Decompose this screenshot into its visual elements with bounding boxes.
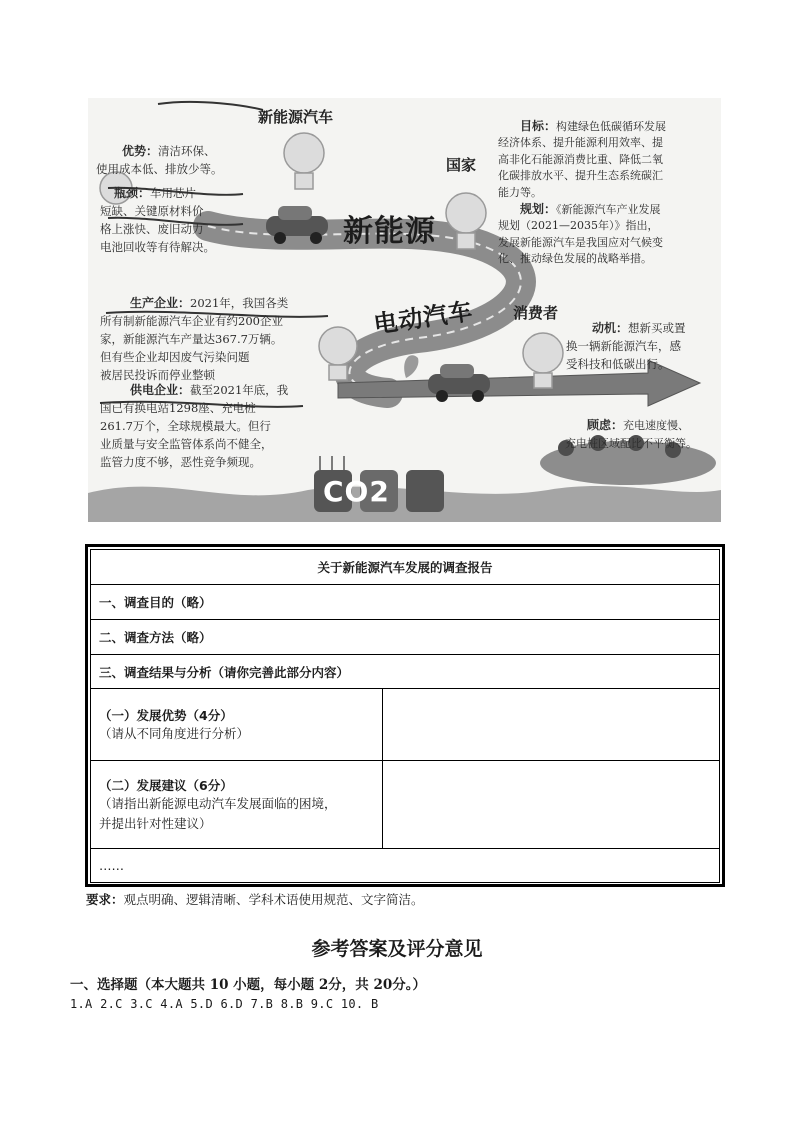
concern-text: 充电速度慢、 充电桩区域配比不平衡等。 xyxy=(565,419,697,450)
survey-report-table xyxy=(85,544,725,887)
producer-text: 2021年，我国各类 所有制新能源汽车企业有约200企业 家，新能源汽车产量达367.7万辆。 但有些企业却因废气污染问题 被居民投诉而停业整顿 xyxy=(100,296,289,382)
advantage-text: 清洁环保、 使用成本低、排放少等。 xyxy=(96,144,223,176)
supplier-block xyxy=(100,363,330,471)
motive-block xyxy=(566,301,721,373)
consumer-heading: 消费者 xyxy=(513,304,559,322)
plan-block xyxy=(498,184,721,268)
producer-label: 生产企业： xyxy=(130,296,191,310)
supplier-label: 供电企业： xyxy=(130,383,191,397)
suggestion-prompt-title: （二）发展建议（6分） xyxy=(99,777,233,793)
plan-label: 规划： xyxy=(520,201,557,216)
advantage-prompt-title: （一）发展优势（4分） xyxy=(99,707,233,723)
suggestion-prompt-cell xyxy=(91,761,383,849)
suggestion-answer-cell[interactable] xyxy=(383,761,720,849)
plan-text: 《新能源汽车产业发展 规划（2021—2035年）》指出， 发展新能源汽车是我国应对气候变 化、推动绿色发展的战略举措。 xyxy=(498,202,663,265)
suggestion-prompt-hint-1: （请指出新能源电动汽车发展面临的困境， xyxy=(99,795,337,811)
row-method: 二、调查方法（略） xyxy=(91,620,720,655)
concern-label: 顾虑： xyxy=(587,418,624,432)
requirement-note xyxy=(86,890,424,908)
motive-label: 动机： xyxy=(592,321,629,335)
co2-lettering: CO2 xyxy=(323,475,390,508)
answers-heading: 参考答案及评分意见 xyxy=(311,938,483,960)
new-energy-vehicle-infographic xyxy=(88,98,721,522)
advantage-prompt-hint: （请从不同角度进行分析） xyxy=(99,725,250,741)
banner-title-ev: 电动汽车 xyxy=(371,297,475,339)
bottleneck-text: 车用芯片 短缺、关键原材料价 格上涨快、废旧动力 电池回收等有待解决。 xyxy=(100,186,215,254)
requirement-label: 要求： xyxy=(86,892,124,907)
choice-section-title: 一、选择题（本大题共 10 小题，每小题 2分，共 20分。） xyxy=(70,977,427,993)
suggestion-prompt-hint-2: 并提出针对性建议） xyxy=(99,815,212,831)
topic-heading: 新能源汽车 xyxy=(258,108,334,126)
row-results: 三、调查结果与分析（请你完善此部分内容） xyxy=(91,655,720,689)
goal-text: 构建绿色低碳循环发展 经济体系、提升能源利用效率、提 高非化石能源消费比重、降低二氧 化碳排放水平、提升生态系统碳汇 能力等。 xyxy=(498,119,667,199)
choice-answers: 1.A 2.C 3.C 4.A 5.D 6.D 7.B 8.B 9.C 10. B xyxy=(70,997,379,1011)
bottleneck-label: 瓶颈： xyxy=(114,186,151,200)
country-heading: 国家 xyxy=(446,156,477,174)
bottleneck-block xyxy=(100,166,260,256)
supplier-text: 截至2021年底，我 国已有换电站1298座、充电桩 261.7万个，全球规模最大。但行 业质量与安全监管体系尚不健全， 监管力度不够，恶性竞争频现。 xyxy=(100,383,289,469)
advantage-prompt-cell xyxy=(91,689,383,761)
motive-text: 想新买或置 换一辆新能源汽车，感 受科技和低碳出行。 xyxy=(566,321,686,371)
concern-block xyxy=(565,398,721,453)
requirement-text: 观点明确、逻辑清晰、学科术语使用规范、文字简洁。 xyxy=(123,892,424,907)
report-title: 关于新能源汽车发展的调查报告 xyxy=(91,550,720,585)
advantage-label: 优势： xyxy=(122,144,159,158)
row-purpose: 一、调查目的（略） xyxy=(91,585,720,620)
banner-title-new-energy: 新能源 xyxy=(343,214,436,249)
advantage-answer-cell[interactable] xyxy=(383,689,720,761)
goal-label: 目标： xyxy=(520,118,557,133)
row-ellipsis: …… xyxy=(91,849,720,883)
